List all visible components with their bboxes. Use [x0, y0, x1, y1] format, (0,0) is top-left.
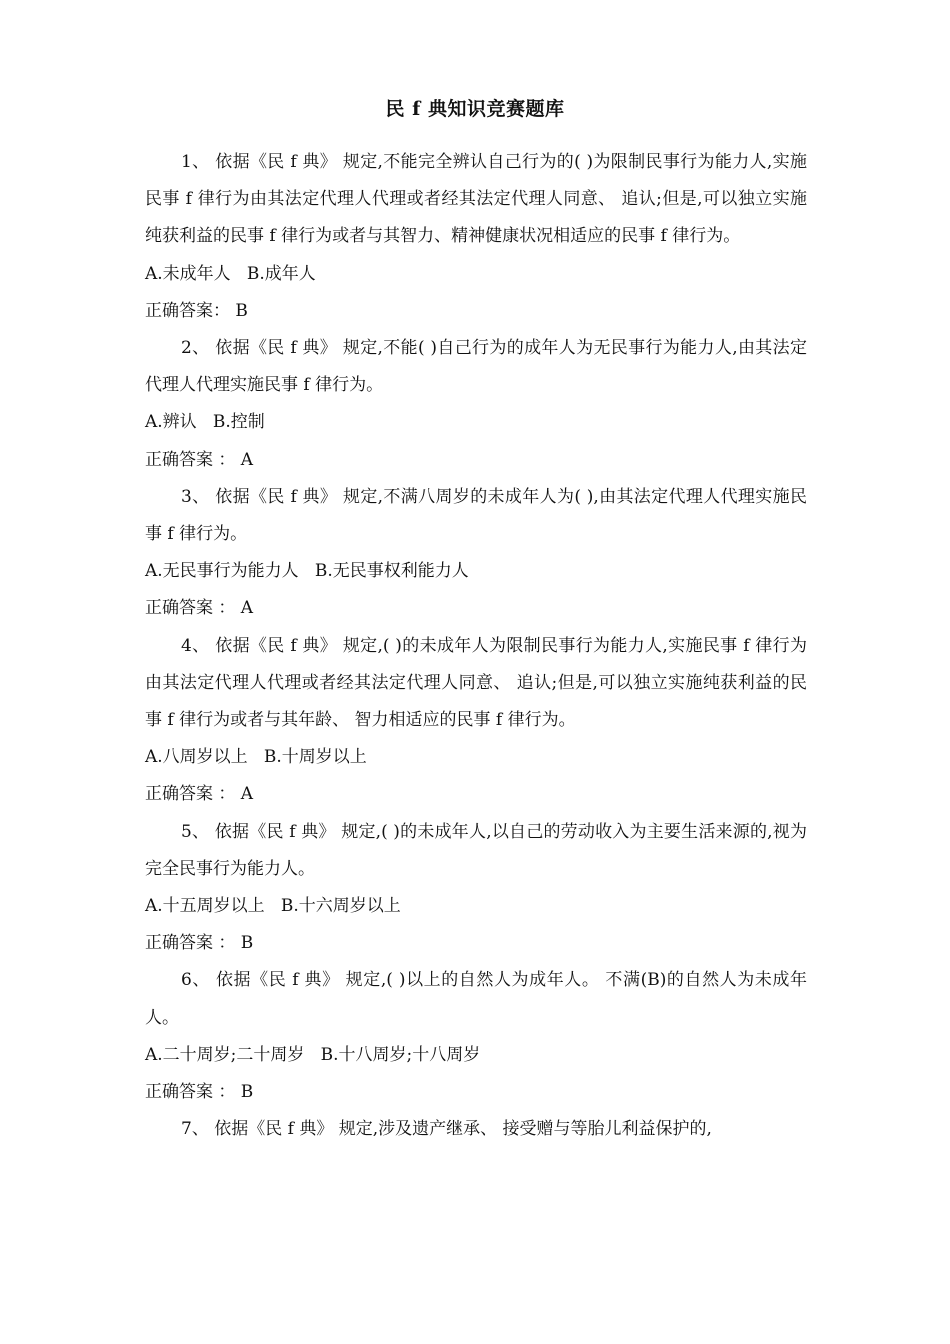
question-options: A.无民事行为能力人 B.无民事权利能力人 — [145, 561, 469, 582]
question-list — [145, 144, 807, 1148]
question-answer: 正确答案 ： A — [145, 784, 254, 805]
question-stem: 6、 依据《民 f 典》 规定,( )以上的自然人为成年人。 不满(B)的自然人为未成年人。 — [145, 970, 807, 1028]
question-options: A.二十周岁;二十周岁 B.十八周岁;十八周岁 — [145, 1044, 481, 1065]
question-2 — [145, 330, 807, 479]
document-title: 民 f 典知识竞赛题库 — [385, 98, 565, 120]
question-4 — [145, 628, 807, 814]
question-options: A.十五周岁以上 B.十六周岁以上 — [145, 896, 401, 917]
question-answer: 正确答案 ： B — [145, 933, 254, 954]
question-stem: 1、 依据《民 f 典》 规定,不能完全辨认自己行为的( )为限制民事行为能力人,实施民事 f 律行为由其法定代理人代理或者经其法定代理人同意、 追认;但是,可以独立实施纯获利益的民事 f 律行为或者与其智力、精神健康状况相适应的民事 f 律行为。 — [145, 152, 807, 247]
question-options: A.未成年人 B.成年人 — [145, 263, 316, 284]
question-answer: 正确答案： B — [145, 300, 248, 321]
question-stem: 2、 依据《民 f 典》 规定,不能( )自己行为的成年人为无民事行为能力人,由其法定代理人代理实施民事 f 律行为。 — [145, 338, 807, 396]
question-1 — [145, 144, 807, 330]
question-5 — [145, 814, 807, 963]
question-stem: 3、 依据《民 f 典》 规定,不满八周岁的未成年人为( ),由其法定代理人代理实施民事 f 律行为。 — [145, 486, 807, 545]
question-answer: 正确答案 ： A — [145, 449, 254, 470]
question-3 — [145, 479, 807, 628]
question-stem: 7、 依据《民 f 典》 规定,涉及遗产继承、 接受赠与等胎儿利益保护的, — [181, 1119, 712, 1140]
question-stem: 4、 依据《民 f 典》 规定,( )的未成年人为限制民事行为能力人,实施民事 f 律行为由其法定代理人代理或者经其法定代理人同意、 追认;但是,可以独立实施纯获利益的民事 f 律行为或者与其年龄、 智力相适应的民事 f 律行为。 — [145, 635, 807, 731]
question-answer: 正确答案 ： A — [145, 598, 254, 619]
question-7 — [145, 1111, 807, 1148]
question-stem: 5、 依据《民 f 典》 规定,( )的未成年人,以自己的劳动收入为主要生活来源的,视为完全民事行为能力人。 — [145, 821, 807, 879]
question-options: A.辨认 B.控制 — [145, 412, 265, 433]
question-options: A.八周岁以上 B.十周岁以上 — [145, 747, 367, 768]
question-6 — [145, 962, 807, 1111]
question-answer: 正确答案 ： B — [145, 1082, 254, 1103]
